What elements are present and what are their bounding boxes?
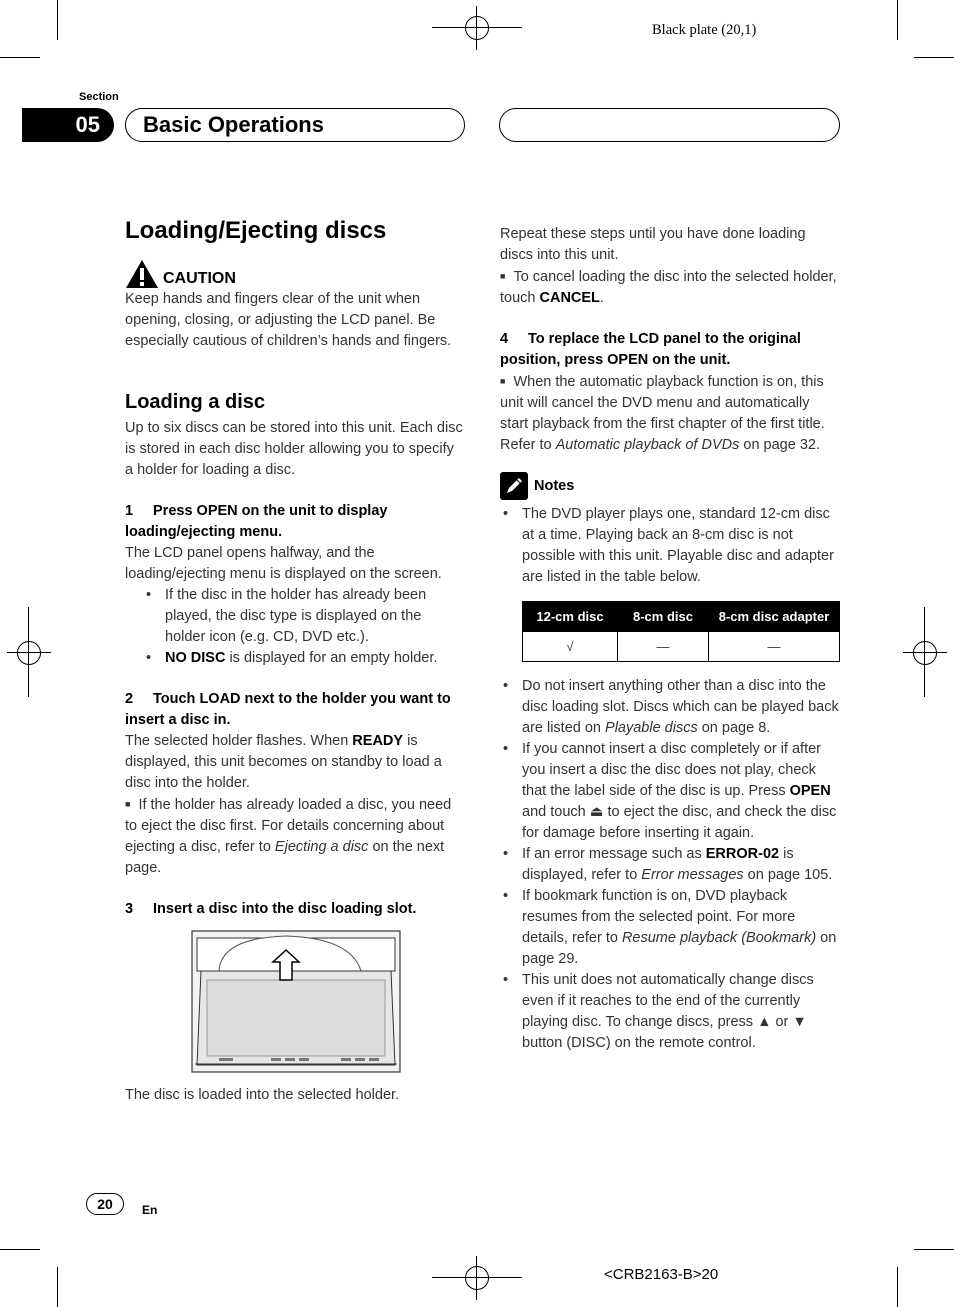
table-header: 8-cm disc adapter — [709, 602, 840, 632]
repeat-text: Repeat these steps until you have done loading discs into this unit. — [500, 226, 806, 263]
list-item: • This unit does not automatically change discs even if it reaches to the end of the currently playing disc. To change discs, press ▲ or ▼ button (DISC) on the remote control. — [500, 970, 840, 1054]
step-number: 4 — [500, 331, 509, 347]
caution-heading — [125, 255, 465, 289]
registration-line — [924, 607, 925, 697]
crop-mark — [57, 0, 58, 40]
step-title: Press OPEN on the unit to display loading/ejecting menu. — [125, 503, 388, 540]
crop-mark — [0, 1249, 40, 1250]
table-row — [523, 632, 840, 662]
table-header: 8-cm disc — [618, 602, 709, 632]
registration-mark — [455, 1256, 499, 1300]
list-item: • If an error message such as ERROR-02 is displayed, refer to Error messages on page 105. — [500, 844, 840, 886]
caution-text: Keep hands and fingers clear of the unit when opening, closing, or adjusting the LCD panel. Be especially cautious of children’s hands and fingers. — [125, 291, 452, 349]
crop-mark — [914, 57, 954, 58]
registration-line — [28, 607, 29, 697]
step-1-bullets — [143, 585, 465, 669]
step-number: 3 — [125, 901, 134, 917]
step-2-note: ■ If the holder has already loaded a disc, you need to eject the disc first. For details concerning about ejecting a disc, refer to Ejecting a disc on the next page. — [125, 797, 452, 876]
right-column — [500, 224, 840, 1054]
subsection-title: Loading a disc — [125, 391, 266, 413]
warning-icon — [125, 259, 159, 289]
step-1-heading — [125, 501, 465, 543]
step-title: Touch LOAD next to the holder you want to insert a disc in. — [125, 691, 451, 728]
step-2-heading — [125, 689, 465, 731]
table-header: 12-cm disc — [523, 602, 618, 632]
step-3-result: The disc is loaded into the selected holder. — [125, 1087, 400, 1103]
list-item: • If bookmark function is on, DVD playback resumes from the selected point. For more details, refer to Resume playback (Bookmark) on page 29. — [500, 886, 840, 970]
crop-mark — [914, 1249, 954, 1250]
section-number-badge: 05 — [22, 108, 114, 142]
table-header-row — [523, 602, 840, 632]
page-title: Loading/Ejecting discs — [125, 217, 387, 244]
table-cell: √ — [523, 632, 618, 662]
crop-mark — [897, 0, 898, 40]
intro-paragraph: Up to six discs can be stored into this unit. Each disc is stored in each disc holder allowing you to specify a holder for loading a disc. — [125, 420, 463, 478]
cancel-note: ■ To cancel loading the disc into the selected holder, touch CANCEL. — [500, 269, 837, 306]
plate-label: Black plate (20,1) — [652, 22, 757, 38]
section-label: Section — [79, 91, 119, 103]
list-item: • Do not insert anything other than a disc into the disc loading slot. Discs which can be played back are listed on Playable discs on page 8. — [500, 676, 840, 739]
step-4-note: ■ When the automatic playback function is on, this unit will cancel the DVD menu and automatically start playback from the first chapter of the first title. Refer to Automatic playback of DVDs on page 32. — [500, 374, 825, 453]
table-cell: — — [709, 632, 840, 662]
crop-mark — [897, 1267, 898, 1307]
table-cell: — — [618, 632, 709, 662]
step-2-text: The selected holder flashes. When READY is displayed, this unit becomes on standby to load a disc into the holder. — [125, 733, 442, 791]
notes-list — [500, 504, 840, 588]
registration-mark — [7, 631, 51, 675]
list-item: • The DVD player plays one, standard 12-cm disc at a time. Playing back an 8-cm disc is not possible with this unit. Playable disc and adapter are listed in the table below. — [500, 504, 840, 588]
list-item: • If you cannot insert a disc completely or if after you insert a disc the disc does not play, check that the label side of the disc is up. Press OPEN and touch ⏏ to eject the disc, and check the disc for damage before inserting it again. — [500, 739, 840, 844]
page-number: 20 — [86, 1193, 124, 1215]
list-item: • If the disc in the holder has already been played, the disc type is displayed on the holder icon (e.g. CD, DVD etc.). — [143, 585, 465, 648]
notes-heading — [500, 472, 840, 500]
registration-mark — [903, 631, 947, 675]
caution-label: CAUTION — [163, 270, 236, 287]
registration-line — [432, 27, 522, 28]
disc-slot-illustration — [191, 930, 401, 1075]
language-label: En — [142, 1203, 158, 1217]
notes-list-continued — [500, 676, 840, 1054]
step-3-heading — [125, 899, 465, 920]
notes-label: Notes — [534, 477, 575, 494]
crop-mark — [57, 1267, 58, 1307]
crop-mark — [0, 57, 40, 58]
step-4-heading — [500, 329, 840, 371]
disc-compatibility-table — [522, 601, 840, 662]
registration-line — [432, 1277, 522, 1278]
step-title: Insert a disc into the disc loading slot. — [153, 901, 417, 917]
left-column — [125, 217, 465, 1106]
document-code: <CRB2163-B>20 — [604, 1266, 719, 1283]
step-number: 2 — [125, 691, 134, 707]
list-item: • NO DISC is displayed for an empty holder. — [143, 648, 465, 669]
section-tab-empty — [499, 108, 840, 142]
section-title: Basic Operations — [125, 108, 465, 142]
step-1-text: The LCD panel opens halfway, and the loading/ejecting menu is displayed on the screen. — [125, 545, 442, 582]
registration-mark — [455, 6, 499, 50]
pencil-icon — [500, 472, 528, 500]
step-number: 1 — [125, 503, 134, 519]
step-title: To replace the LCD panel to the original position, press OPEN on the unit. — [500, 331, 801, 368]
